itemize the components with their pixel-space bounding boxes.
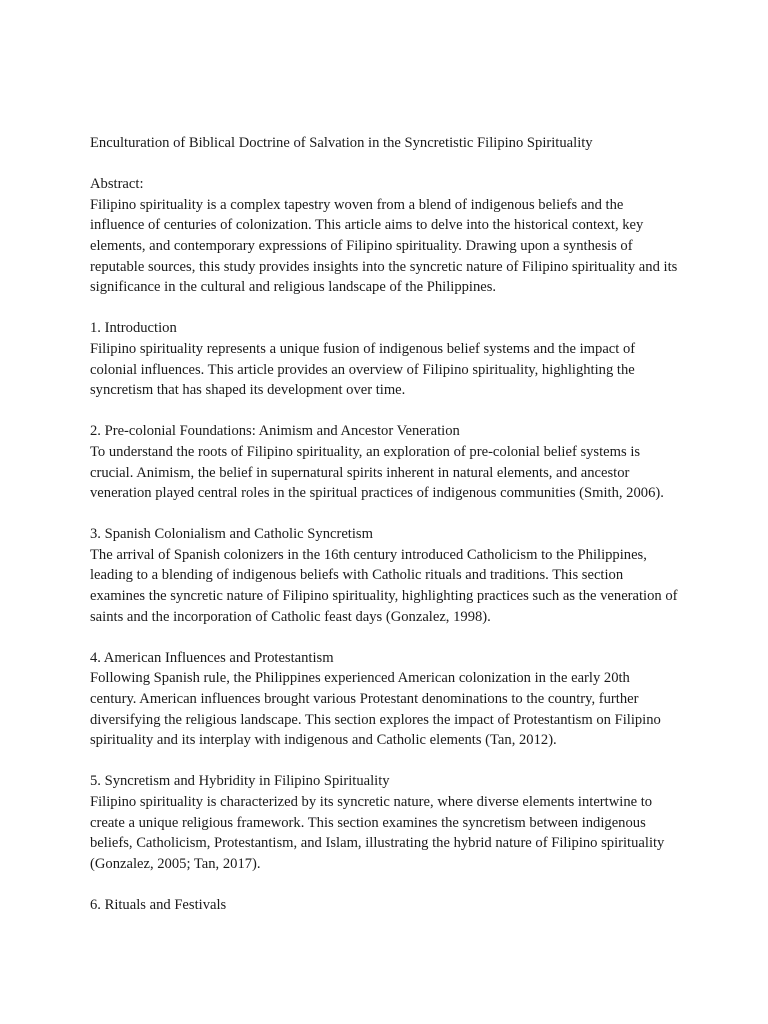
section-heading: 3. Spanish Colonialism and Catholic Syncretism	[90, 526, 373, 543]
section-heading: 1. Introduction	[90, 320, 177, 337]
section-paragraph: Filipino spirituality represents a unique fusion of indigenous belief systems and the impact of colonial influences. This article provides an overview of Filipino spirituality, highlighting the syncretism that has shaped its development over time.	[90, 340, 636, 399]
section-heading: 2. Pre-colonial Foundations: Animism and Ancestor Veneration	[90, 423, 460, 440]
section-paragraph: The arrival of Spanish colonizers in the 16th century introduced Catholicism to the Philippines, leading to a blending of indigenous beliefs with Catholic rituals and traditions. This section examines the syncretic nature of Filipino spirituality, highlighting practices such as the veneration of saints and the incorporation of Catholic feast days (Gonzalez, 1998).	[90, 546, 678, 625]
section-heading: 4. American Influences and Protestantism	[90, 649, 334, 666]
section-paragraph: Filipino spirituality is a complex tapestry woven from a blend of indigenous beliefs and the influence of centuries of colonization. This article aims to delve into the historical context, key elements, and contemporary expressions of Filipino spirituality. Drawing upon a synthesis of reputable sources, this study provides insights into the syncretic nature of Filipino spirituality and its significance in the cultural and religious landscape of the Philippines.	[90, 196, 678, 296]
document-title: Enculturation of Biblical Doctrine of Salvation in the Syncretistic Filipino Spirituality	[90, 135, 593, 151]
section-abstract	[90, 174, 678, 298]
section-pre-colonial	[90, 421, 678, 503]
section-syncretism	[90, 771, 678, 874]
section-heading: 6. Rituals and Festivals	[90, 896, 227, 913]
document-body	[90, 133, 678, 936]
section-spanish-colonialism	[90, 524, 678, 627]
section-paragraph: To understand the roots of Filipino spirituality, an exploration of pre-colonial belief systems is crucial. Animism, the belief in supernatural spirits inherent in natural elements, and ancestor veneration played central roles in the spiritual practices of indigenous communities (Smith, 2006).	[90, 443, 664, 502]
section-heading: Abstract:	[90, 176, 144, 193]
section-paragraph: Filipino spirituality is characterized by its syncretic nature, where diverse elements intertwine to create a unique religious framework. This section examines the syncretism between indigenous beliefs, Catholicism, Protestantism, and Islam, illustrating the hybrid nature of Filipino spirituality (Gonzalez, 2005; Tan, 2017).	[90, 794, 665, 872]
section-american-influences	[90, 648, 678, 751]
section-paragraph: Following Spanish rule, the Philippines experienced American colonization in the early 20th century. American influences brought various Protestant denominations to the country, further diversifying the religious landscape. This section explores the impact of Protestantism on Filipino spirituality and its interplay with indigenous and Catholic elements (Tan, 2012).	[90, 670, 661, 749]
section-heading: 5. Syncretism and Hybridity in Filipino Spirituality	[90, 773, 390, 790]
section-rituals-festivals	[90, 895, 678, 916]
section-introduction	[90, 318, 678, 400]
